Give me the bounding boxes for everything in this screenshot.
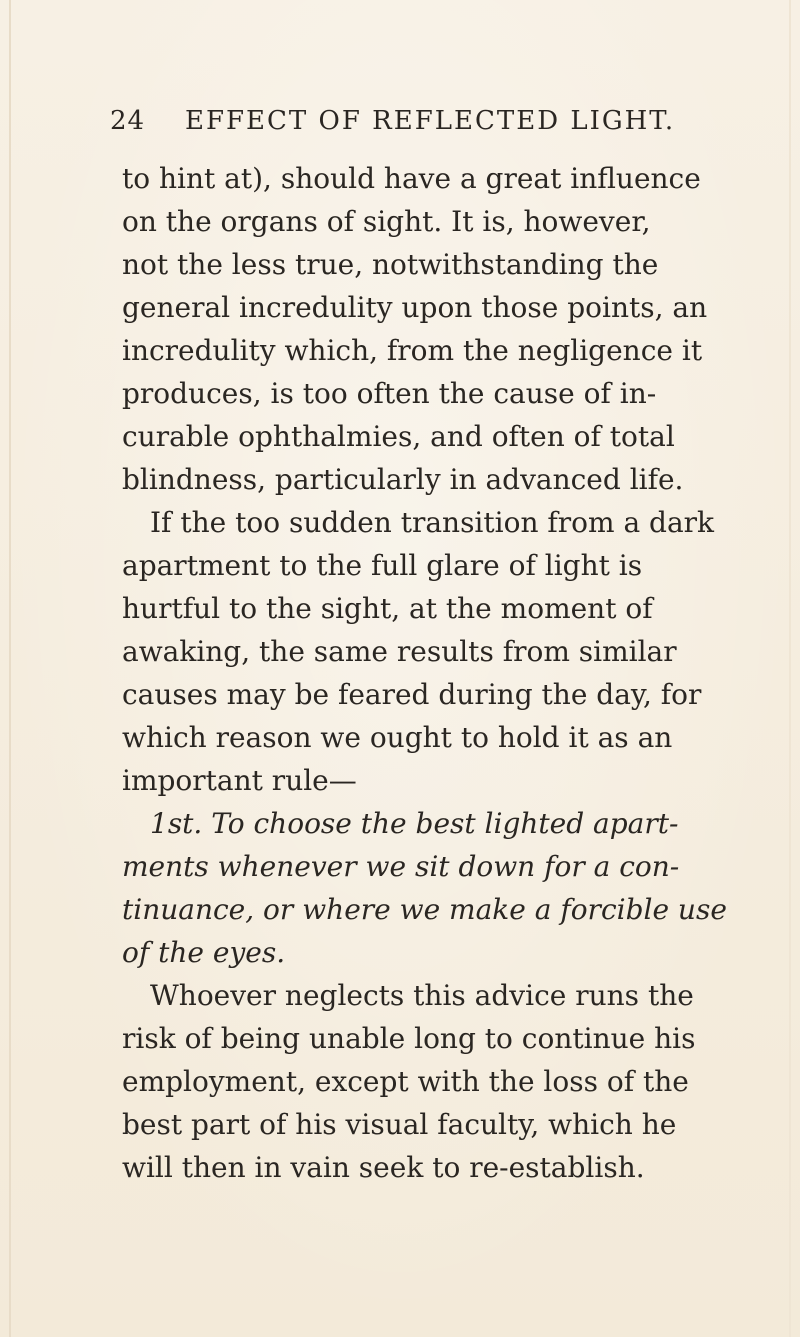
text-line: apartment to the full glare of light is	[122, 549, 643, 582]
text-line: tinuance, or where we make a forcible use	[122, 893, 727, 926]
text-line: will then in vain seek to re-establish.	[122, 1151, 645, 1184]
text-line: produces, is too often the cause of in-	[122, 377, 657, 410]
text-line: on the organs of sight. It is, however,	[122, 205, 651, 238]
text-line: ments whenever we sit down for a con-	[122, 850, 680, 883]
text-line: which reason we ought to hold it as an	[122, 721, 673, 754]
text-line: curable ophthalmies, and often of total	[122, 420, 675, 453]
text-line: blindness, particularly in advanced life.	[122, 463, 684, 496]
text-line: to hint at), should have a great influence	[122, 162, 701, 195]
text-line: employment, except with the loss of the	[122, 1065, 689, 1098]
page-number: 24	[110, 106, 146, 136]
text-line: general incredulity upon those points, an	[122, 291, 708, 324]
running-head: EFFECT OF REFLECTED LIGHT.	[185, 106, 676, 136]
text-line: risk of being unable long to continue his	[122, 1022, 696, 1055]
text-line: of the eyes.	[122, 936, 286, 969]
text-line: best part of his visual faculty, which he	[122, 1108, 677, 1141]
text-line: not the less true, notwithstanding the	[122, 248, 659, 281]
text-line: causes may be feared during the day, for	[122, 678, 702, 711]
text-line: incredulity which, from the negligence it	[122, 334, 703, 367]
text-line: awaking, the same results from similar	[122, 635, 677, 668]
page-header	[110, 106, 710, 140]
text-line: hurtful to the sight, at the moment of	[122, 592, 653, 625]
text-line: Whoever neglects this advice runs the	[150, 979, 694, 1012]
text-line: 1st. To choose the best lighted apart-	[150, 807, 679, 840]
text-line: important rule—	[122, 764, 357, 797]
text-line: If the too sudden transition from a dark	[150, 506, 715, 539]
body-text	[122, 157, 727, 1189]
